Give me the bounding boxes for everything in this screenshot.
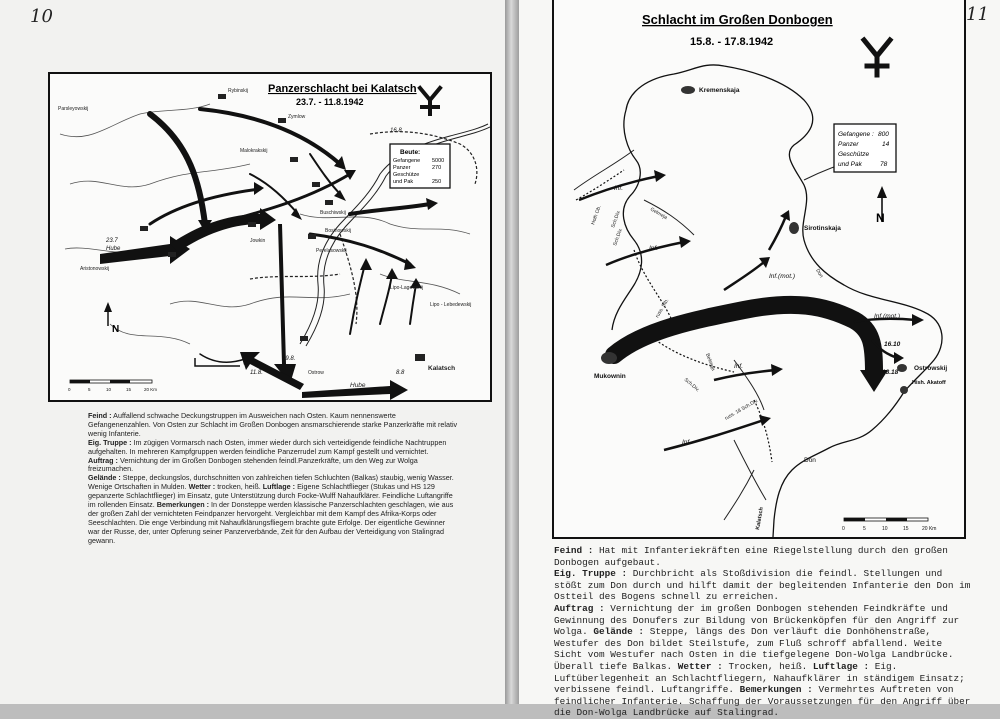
place-label: Bosinowskij bbox=[325, 228, 352, 234]
kalatsch-map bbox=[48, 72, 492, 402]
scale-tick: 20 Km bbox=[144, 387, 158, 392]
caption-para: Auftrag : Vernichtung der im Großen Donbogen stehenden feindl.Panzerkräfte, um den Weg zur Wolga freizumachen. bbox=[88, 455, 418, 474]
arrow-label: 11.8. bbox=[250, 370, 263, 376]
place-label: Lipo-Lagowskij bbox=[390, 285, 424, 291]
arrow-label: Inf.(mot.) bbox=[874, 313, 901, 320]
place-label: Ostrow bbox=[308, 370, 324, 376]
arrow-label: 8.8 bbox=[396, 370, 405, 376]
scale-tick: 5 bbox=[88, 387, 91, 392]
rune-y-icon bbox=[420, 88, 440, 114]
caption-para: Feind : Auffallend schwache Deckungstruppen im Ausweichen nach Osten. Kaum nennenswerte Gefangenenzahlen. Von Osten zur Schlacht im Großen Donbogen ansmarschierende starke Panzerkräfte mit relativ wenig Infanterie. bbox=[88, 411, 458, 438]
page-number-left: 10 bbox=[30, 6, 53, 27]
scale-tick: 0 bbox=[842, 526, 845, 532]
left-map-dates: 23.7. - 11.8.1942 bbox=[296, 97, 364, 107]
unit-label: Sch.Div. bbox=[612, 227, 625, 247]
place-label: Zymlow bbox=[288, 114, 306, 120]
page-number-right: 11 bbox=[966, 4, 989, 25]
place-label: Buschiwskij bbox=[320, 210, 346, 216]
unit-label: Sch.Div. bbox=[610, 209, 623, 229]
scale-tick: 10 bbox=[106, 387, 112, 392]
north-arrow-icon bbox=[104, 302, 119, 335]
place-label: Hish. Akatoff bbox=[912, 380, 946, 386]
unit-label: Don bbox=[814, 268, 825, 279]
place-label: Perelasowskij bbox=[316, 248, 347, 254]
place-label: Hube bbox=[350, 382, 366, 389]
arrow-label: Inf.(mot.) bbox=[769, 273, 796, 280]
unit-label: russ. 18 Sch.Div. bbox=[724, 397, 760, 422]
scale-tick: 5 bbox=[863, 526, 866, 532]
right-map-title: Schlacht im Großen Donbogen bbox=[642, 12, 833, 27]
left-stats-title: Beute: bbox=[400, 149, 421, 156]
unit-label: russ. Stb. bbox=[654, 297, 671, 319]
arrow-label: Inf. bbox=[734, 363, 744, 370]
scale-tick: 15 bbox=[126, 387, 132, 392]
place-label: Mukownin bbox=[594, 373, 626, 380]
arrow-label: Inf. bbox=[614, 185, 624, 192]
left-stats-value-3: 250 bbox=[432, 179, 442, 185]
right-stats-value-3: 78 bbox=[880, 161, 888, 168]
rune-y-icon bbox=[864, 40, 890, 75]
right-map-dates: 15.8. - 17.8.1942 bbox=[690, 36, 774, 48]
unit-label: Sch.Div. bbox=[682, 376, 701, 394]
scale-tick: 20 Km bbox=[922, 526, 937, 532]
caption-para: Eig. Truppe : Durchbricht als Stoßdivision die feindl. Stellungen und stößt zum Don durch und hilft damit der begleitenden Infanterie den Don im Ostteil des Bogens schnell zu erreichen. bbox=[554, 568, 971, 603]
kalatsch-map-svg bbox=[50, 74, 490, 400]
north-label: N bbox=[876, 211, 885, 225]
left-stats-value-1: 270 bbox=[432, 165, 442, 171]
place-label: Malokrakskij bbox=[240, 148, 268, 154]
donbogen-map-svg bbox=[554, 0, 964, 537]
caption-para: Gelände : Steppe, deckungslos, durchschnitten von zahlreichen tiefen Schluchten (Balkas) staubig, wenig Wasser. Wenige Ortschaften in Mulden. bbox=[88, 473, 454, 492]
scale-bar bbox=[842, 518, 936, 532]
left-stats-box bbox=[390, 144, 450, 188]
left-stats-label-0: Gefangene bbox=[393, 158, 421, 164]
right-stats-box bbox=[834, 124, 896, 172]
arrow-label: 23.7 bbox=[106, 238, 118, 244]
place-label: Lipo - Lebedewskij bbox=[430, 302, 472, 308]
place-label: Kalatsch bbox=[755, 506, 765, 531]
caption-para: Eig. Truppe : Im zügigen Vormarsch nach Osten, immer wieder durch sich verteidigende feindliche Nachtruppen aufgehalten. In mehreren Kampfgruppen werden feindliche Panzerrudel zum Kampf gestellt und vernichtet. bbox=[88, 437, 447, 456]
north-label: N bbox=[112, 324, 120, 335]
arrow-label: 16.8 bbox=[390, 128, 402, 134]
right-stats-label-1: Panzer bbox=[838, 141, 859, 148]
right-stats-label-0: Gefangene : bbox=[838, 131, 874, 138]
left-caption bbox=[88, 412, 458, 546]
right-stats-value-0: 800 bbox=[878, 131, 889, 138]
unit-label: Gelmeja bbox=[649, 206, 669, 222]
place-label: Sirotinskaja bbox=[804, 225, 841, 232]
caption-para: Auftrag : Vernichtung der im großen Donbogen stehenden Feindkräfte und Gewinnung des Donufers zur Bildung von Brückenköpfen für den Angriff zur Wolga. bbox=[554, 602, 960, 638]
right-stats-label-3: und Pak bbox=[838, 161, 862, 168]
arrow-label: 16.10 bbox=[884, 341, 901, 348]
left-stats-label-2: Geschütze bbox=[393, 172, 420, 178]
left-stats-label-1: Panzer bbox=[393, 165, 411, 171]
caption-para: Gelände : Steppe, längs des Don verläuft die Donhöhenstraße, Westufer des Don bildet Steilstufe, zum Fluß schroff abfallend. Weite Sicht vom Westufer nach Osten in die tiefgelegene Don-Wolga Landbrücke. Überall tiefe Balkas. bbox=[554, 626, 954, 672]
arrow-label: Hube bbox=[106, 246, 121, 252]
left-place-labels bbox=[58, 88, 471, 389]
place-label: Ostrowskij bbox=[914, 365, 948, 372]
north-arrow-icon bbox=[876, 186, 887, 225]
unit-label: Beleteja bbox=[704, 352, 716, 372]
place-label: Rybinskij bbox=[228, 88, 249, 94]
scale-bar bbox=[68, 380, 157, 392]
scale-tick: 15 bbox=[903, 526, 909, 532]
caption-para: Bemerkungen : In der Donsteppe werden klassische Panzerschlachten geschlagen, wie aus der großen Zahl der vernichteten Feindpanzer hervorgeht. Vergleichbar mit dem Kampf des Afrika-Korps oder Seeschlachten. Die enge Verbindung mit Nahaufklärungsfliegern brachte gute Erfolge. Der eigentliche Gewinner war der Russe, der, unter Opferung seiner Panzerverbände, Zeit für den Aufbau der Verteidigung von Stalingrad gewann. bbox=[88, 500, 454, 545]
arrow-label: Inf. bbox=[649, 245, 659, 252]
donbogen-map bbox=[552, 0, 966, 539]
caption-para: Luftlage : Eigene Schlachtflieger (Stukas und HS 129 gepanzerte Schlachtflieger) im Einsatz, gute Unterstützung durch Focke-Wulff Nahaufklärer. Feindliche Luftangriffe im rollenden Einsatz. bbox=[88, 482, 453, 510]
right-caption bbox=[554, 545, 974, 719]
place-label: Kalatsch bbox=[428, 365, 456, 372]
book-gutter bbox=[505, 0, 519, 704]
scale-tick: 10 bbox=[882, 526, 888, 532]
caption-para: Wetter : Trocken, heiß. bbox=[677, 660, 808, 672]
place-label: Parsleyowskij bbox=[58, 106, 89, 112]
scale-tick: 0 bbox=[68, 387, 71, 392]
tributaries bbox=[574, 150, 854, 520]
arrow-label: 18.18 bbox=[882, 369, 899, 376]
left-stats-value-0: 5000 bbox=[432, 158, 445, 164]
place-label: Jowkin bbox=[250, 238, 266, 244]
arrow-label: 19.8. bbox=[282, 356, 296, 362]
caption-para: Bemerkungen : Vermehrtes Auftreten von feindlicher Infanterie. Schaffung der Voraussetzungen für den Angriff über die Don-Wolga Landbrücke auf Stalingrad. bbox=[554, 684, 971, 719]
place-label: Don bbox=[804, 457, 816, 464]
caption-para: Wetter : trocken, heiß. bbox=[188, 482, 261, 492]
place-label: Kremenskaja bbox=[699, 87, 740, 94]
arrow-label: Inf. bbox=[682, 439, 692, 446]
right-stats-value-1: 14 bbox=[882, 141, 890, 148]
main-attack-arrow bbox=[614, 305, 874, 372]
left-stats-label-3: und Pak bbox=[393, 179, 414, 185]
caption-para: Feind : Hat mit Infanteriekräften eine Riegelstellung durch den großen Donbogen aufgebaut. bbox=[554, 545, 948, 568]
caption-para: Luftlage : Eig. Luftüberlegenheit an Schlachtfliegern, Nahaufklärer in ständigem Einsatz; verbissene feindl. Luftangriffe. bbox=[554, 660, 965, 696]
unit-label: Hoth Ob. bbox=[590, 204, 603, 226]
left-map-title: Panzerschlacht bei Kalatsch bbox=[268, 83, 417, 95]
right-stats-label-2: Geschütze bbox=[838, 151, 870, 158]
place-label: Aristonowskij bbox=[80, 266, 110, 272]
